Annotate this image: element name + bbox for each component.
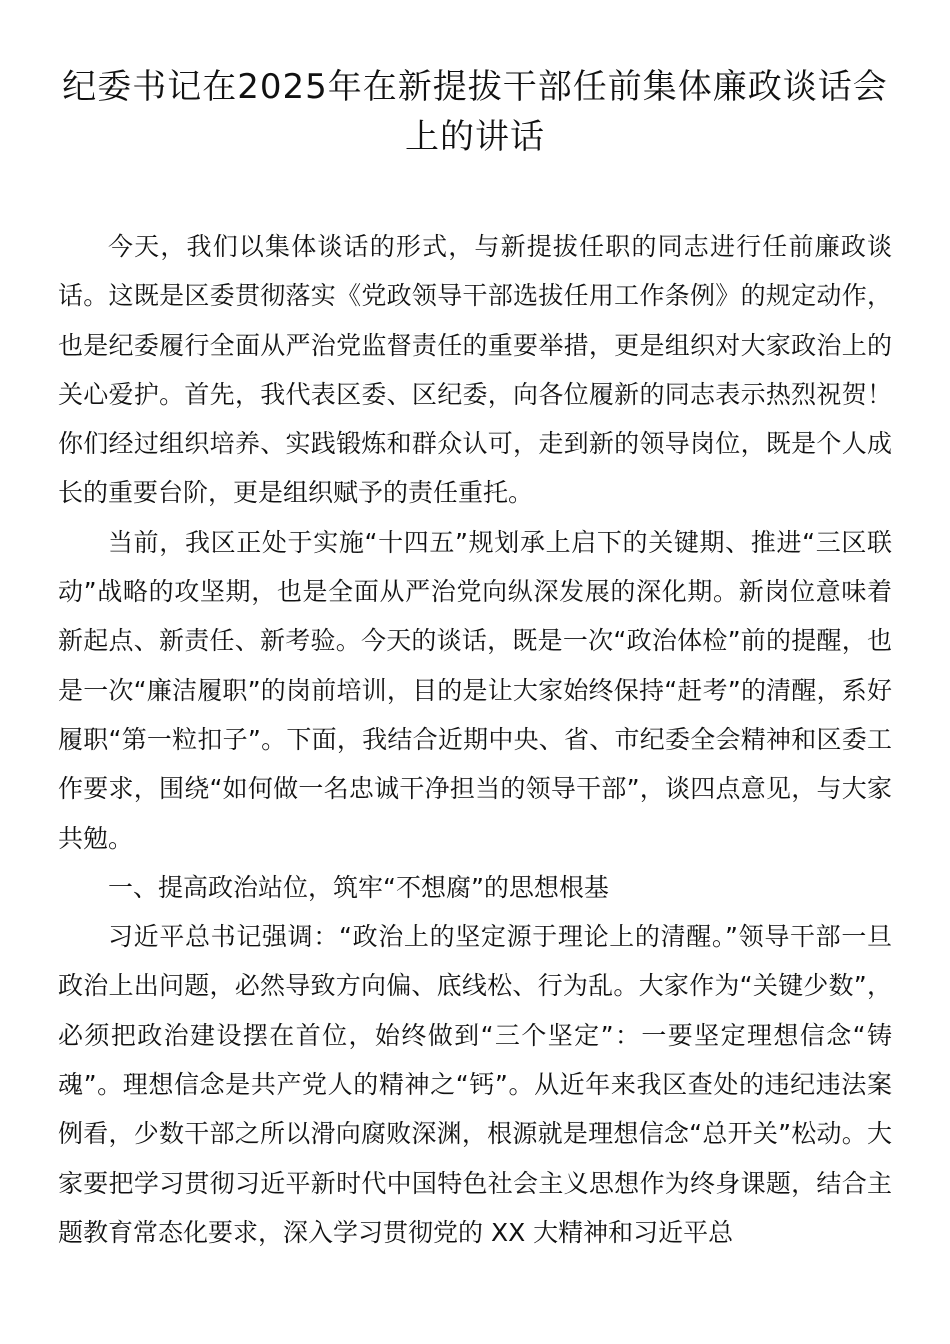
paragraph-opening: 今天，我们以集体谈话的形式，与新提拔任职的同志进行任前廉政谈话。这既是区委贯彻落实《党政领导干部选拔任用工作条例》的规定动作，也是纪委履行全面从严治党监督责任的重要举措，更是组织对大家政治上的关心爱护。首先，我代表区委、区纪委，向各位履新的同志表示热烈祝贺！你们经过组织培养、实践锻炼和群众认可，走到新的领导岗位，既是个人成长的重要台阶，更是组织赋予的责任重托。 (58, 232, 892, 508)
paragraph-context: 当前，我区正处于实施“十四五”规划承上启下的关键期、推进“三区联动”战略的攻坚期，也是全面从严治党向纵深发展的深化期。新岗位意味着新起点、新责任、新考验。今天的谈话，既是一次“政治体检”前的提醒，也是一次“廉洁履职”的岗前培训，目的是让大家始终保持“赶考”的清醒，系好履职“第一粒扣子”。下面，我结合近期中央、省、市纪委全会精神和区委工作要求，围绕“如何做一名忠诚干净担当的领导干部”，谈四点意见，与大家共勉。 (58, 527, 892, 853)
section-heading-1: 一、提高政治站位，筑牢“不想腐”的思想根基 (108, 872, 609, 902)
document-body (58, 222, 892, 1257)
document-title: 纪委书记在2025年在新提拔干部任前集体廉政谈话会上的讲话 (62, 67, 888, 157)
paragraph-section-1: 习近平总书记强调：“政治上的坚定源于理论上的清醒。”领导干部一旦政治上出问题，必然导致方向偏、底线松、行为乱。大家作为“关键少数”，必须把政治建设摆在首位，始终做到“三个坚定”：一要坚定理想信念“铸魂”。理想信念是共产党人的精神之“钙”。从近年来我区查处的违纪违法案例看，少数干部之所以滑向腐败深渊，根源就是理想信念“总开关”松动。大家要把学习贯彻习近平新时代中国特色社会主义思想作为终身课题，结合主题教育常态化要求，深入学习贯彻党的 XX 大精神和习近平总 (58, 922, 893, 1247)
